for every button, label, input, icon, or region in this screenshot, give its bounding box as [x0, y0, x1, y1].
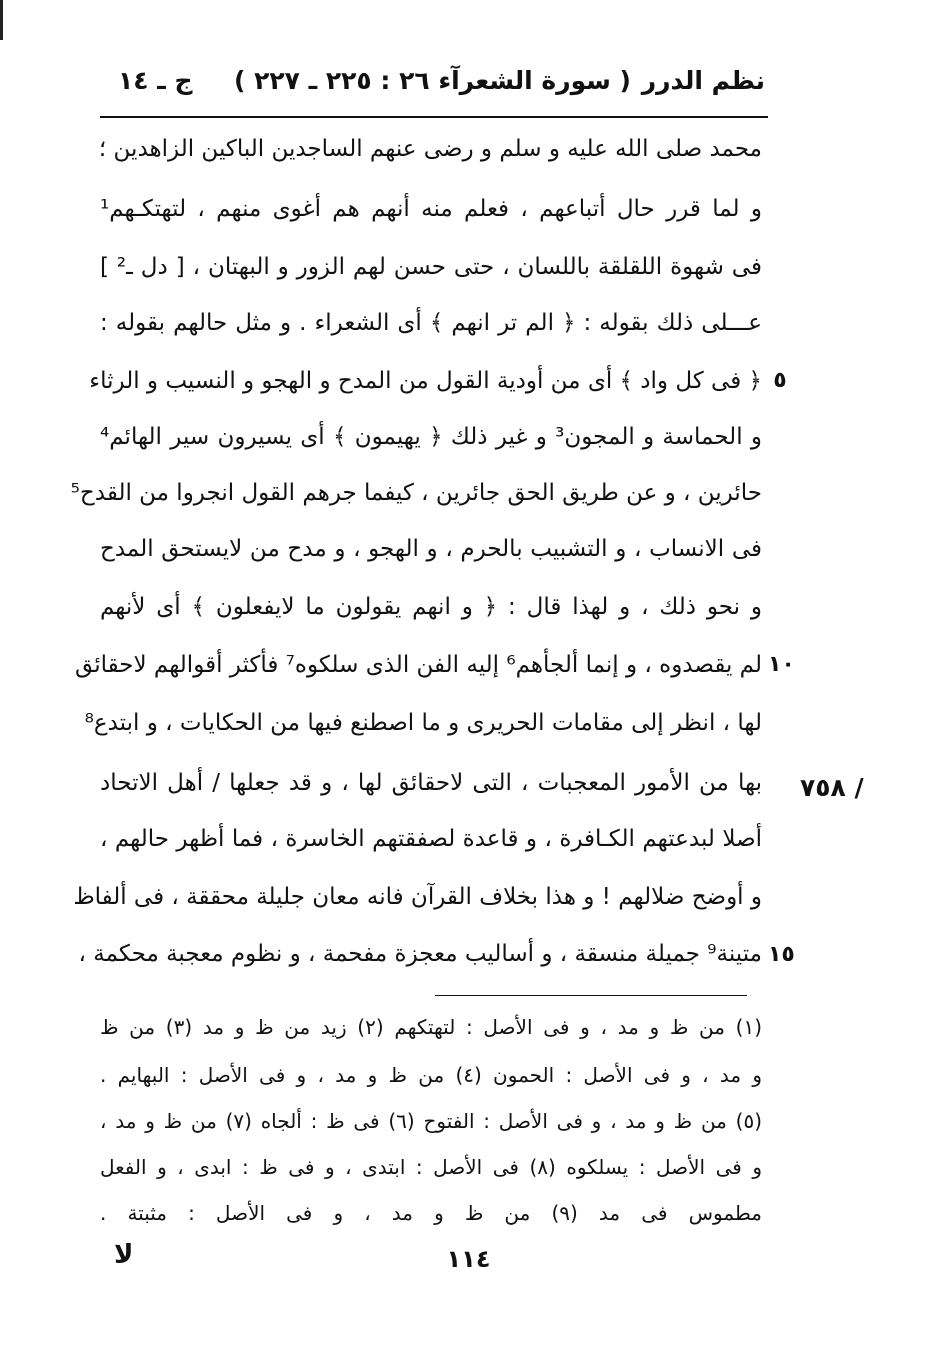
volume-number: ج ـ ١٤	[118, 66, 193, 95]
book-title: نظم الدرر	[641, 66, 765, 95]
body-line: محمد صلى الله عليه و سلم و رضى عنهم الساجدين الباكين الزاهدين ؛	[98, 136, 762, 162]
body-line: عـــلى ذلك بقوله : ﴿ الم تر انهم ﴾ أى الشعراء . و مثل حالهم بقوله :	[100, 310, 762, 336]
body-line: حائرين ، و عن طريق الحق جائرين ، كيفما جرهم القول انجروا من القدح⁵	[70, 480, 762, 506]
body-line: و نحو ذلك ، و لهذا قال : ﴿ و انهم يقولون ما لايفعلون ﴾ أى لأنهم	[100, 594, 762, 620]
body-line: و لما قرر حال أتباعهم ، فعلم منه أنهم هم أغوى منهم ، لتهتكـهم¹	[100, 196, 762, 222]
header-rule	[100, 116, 768, 118]
body-line: و الحماسة و المجون³ و غير ذلك ﴿ يهيمون ﴾ أى يسيرون سير الهائم⁴	[100, 424, 762, 450]
line-number-5: ٥	[773, 368, 787, 393]
body-line: فى شهوة اللقلقة باللسان ، حتى حسن لهم الزور و البهتان ، [ دل ـ² ]	[100, 254, 762, 280]
body-line: لم يقصدوه ، و إنما ألجأهم⁶ إليه الفن الذى سلكوه⁷ فأكثر أقوالهم لاحقائق	[75, 652, 762, 678]
body-line: بها من الأمور المعجبات ، التى لاحقائق لها ، و قد جعلها / أهل الاتحاد	[100, 770, 762, 796]
footnote-line: و فى الأصل : يسلكوه (٨) فى الأصل : ابتدى ، و فى ظ : ابدى ، و الفعل	[100, 1155, 762, 1179]
footnote-line: (١) من ظ و مد ، و فى الأصل : لتهتكهم (٢) زيد من ظ و مد (٣) من ظ	[100, 1015, 762, 1039]
page-number: ١١٤	[446, 1245, 491, 1273]
footnote-line: مطموس فى مد (٩) من ظ و مد ، و فى الأصل : مثبتة .	[100, 1201, 763, 1225]
body-line: متينة⁹ جميلة منسقة ، و أساليب معجزة مفحمة ، و نظوم معجبة محكمة ،	[78, 941, 762, 967]
body-line: أصلا لبدعتهم الكـافرة ، و قاعدة لصفقتهم الخاسرة ، فما أظهر حالهم ،	[100, 826, 762, 852]
body-line: فى الانساب ، و التشبيب بالحرم ، و الهجو ، و مدح من لايستحق المدح	[100, 536, 762, 562]
surah-reference: ( سورة الشعرآء ٢٦ : ٢٢٥ ـ ٢٢٧ )	[234, 66, 631, 95]
manuscript-folio-marker: / ٧٥٨	[800, 773, 864, 802]
body-line: ﴿ فى كل واد ﴾ أى من أودية القول من المدح و الهجو و النسيب و الرثاء	[89, 368, 762, 394]
signature-mark: لا	[114, 1240, 134, 1270]
scan-edge-mark	[0, 0, 3, 40]
footnote-rule	[435, 995, 747, 996]
body-line: لها ، انظر إلى مقامات الحريرى و ما اصطنع فيها من الحكايات ، و ابتدع⁸	[84, 710, 762, 736]
line-number-10: ١٠	[768, 652, 795, 677]
body-line: و أوضح ضلالهم ! و هذا بخلاف القرآن فانه معان جليلة محققة ، فى ألفاظ	[73, 884, 762, 910]
footnote-line: و مد ، و فى الأصل : الحمون (٤) من ظ و مد ، و فى الأصل : البهايم .	[100, 1063, 762, 1087]
footnote-line: (٥) من ظ و مد ، و فى الأصل : الفتوح (٦) فى ظ : ألجاه (٧) من ظ و مد ،	[100, 1109, 763, 1133]
running-header	[100, 62, 765, 106]
line-number-15: ١٥	[768, 942, 795, 967]
